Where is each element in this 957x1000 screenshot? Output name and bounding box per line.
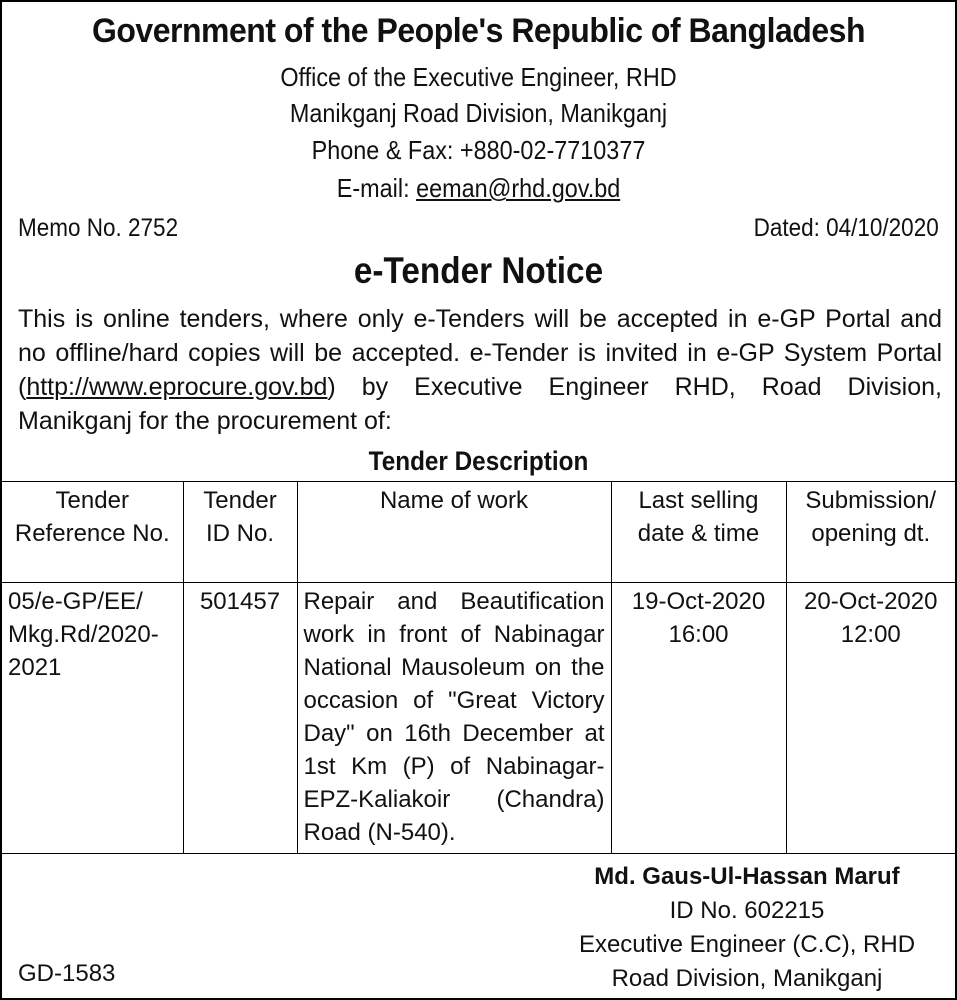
header-tender-reference: Tender Reference No. xyxy=(2,482,183,583)
intro-line: Manikganj for the procurement of: xyxy=(18,407,392,435)
cell-last-selling xyxy=(611,583,786,854)
submission-date: 20-Oct-2020 xyxy=(804,588,938,615)
email-label: E-mail: xyxy=(336,173,417,203)
signatory-office: Road Division, Manikganj xyxy=(611,965,883,992)
notice-date: Dated: 04/10/2020 xyxy=(753,214,939,242)
intro-line: no offline/hard copies will be accepted. e-Tender is invited in e-GP System Portal xyxy=(18,339,942,367)
signatory-designation: Executive Engineer (C.C), RHD xyxy=(578,931,916,958)
table-header-row xyxy=(2,482,955,583)
email-line xyxy=(50,173,908,204)
cell-submission xyxy=(786,583,955,854)
cell-name-of-work: Repair and Beautification work in front of Nabinagar National Mausoleum on the occasion of "Great Victory Day" on 16th December at 1st Km (P) of Nabinagar-EPZ-Kaliakoir (Chandra) Road (N-540). xyxy=(297,583,611,854)
header-tender-id: Tender ID No. xyxy=(183,482,297,583)
intro-line-rest: ) by Executive Engineer RHD, Road Division, xyxy=(327,373,942,401)
tender-description-title: Tender Description xyxy=(368,446,589,476)
tender-table xyxy=(2,481,955,854)
intro-line: This is online tenders, where only e-Tenders will be accepted in e-GP Portal and xyxy=(18,305,942,333)
government-title: Government of the People's Republic of Bangladesh xyxy=(91,12,866,50)
intro-paren: ( xyxy=(18,373,27,401)
cell-tender-reference: 05/e-GP/EE/ Mkg.Rd/2020-2021 xyxy=(2,583,183,854)
cell-tender-id: 501457 xyxy=(183,583,297,854)
intro-paragraph xyxy=(18,302,942,438)
phone-fax: Phone & Fax: +880-02-7710377 xyxy=(311,135,646,165)
memo-number: Memo No. 2752 xyxy=(18,214,179,242)
signatory-id: ID No. 602215 xyxy=(669,897,825,924)
table-row xyxy=(2,583,955,854)
header-name-of-work: Name of work xyxy=(297,482,611,583)
selling-date: 19-Oct-2020 xyxy=(631,588,766,615)
signatory-name: Md. Gaus-Ul-Hassan Maruf xyxy=(594,863,900,890)
submission-time: 12:00 xyxy=(840,621,901,648)
intro-line xyxy=(18,370,942,404)
gd-number: GD-1583 xyxy=(18,960,116,987)
office-name: Office of the Executive Engineer, RHD xyxy=(280,62,677,92)
signature-block xyxy=(562,860,932,996)
header-submission: Submission/ opening dt. xyxy=(786,482,955,583)
eprocure-link[interactable]: http://www.eprocure.gov.bd xyxy=(26,373,328,401)
notice-title: e-Tender Notice xyxy=(353,250,604,291)
division-name: Manikganj Road Division, Manikganj xyxy=(289,98,668,128)
email-link[interactable]: eeman@rhd.gov.bd xyxy=(416,173,621,203)
selling-time: 16:00 xyxy=(668,621,729,648)
header-last-selling: Last selling date & time xyxy=(611,482,786,583)
